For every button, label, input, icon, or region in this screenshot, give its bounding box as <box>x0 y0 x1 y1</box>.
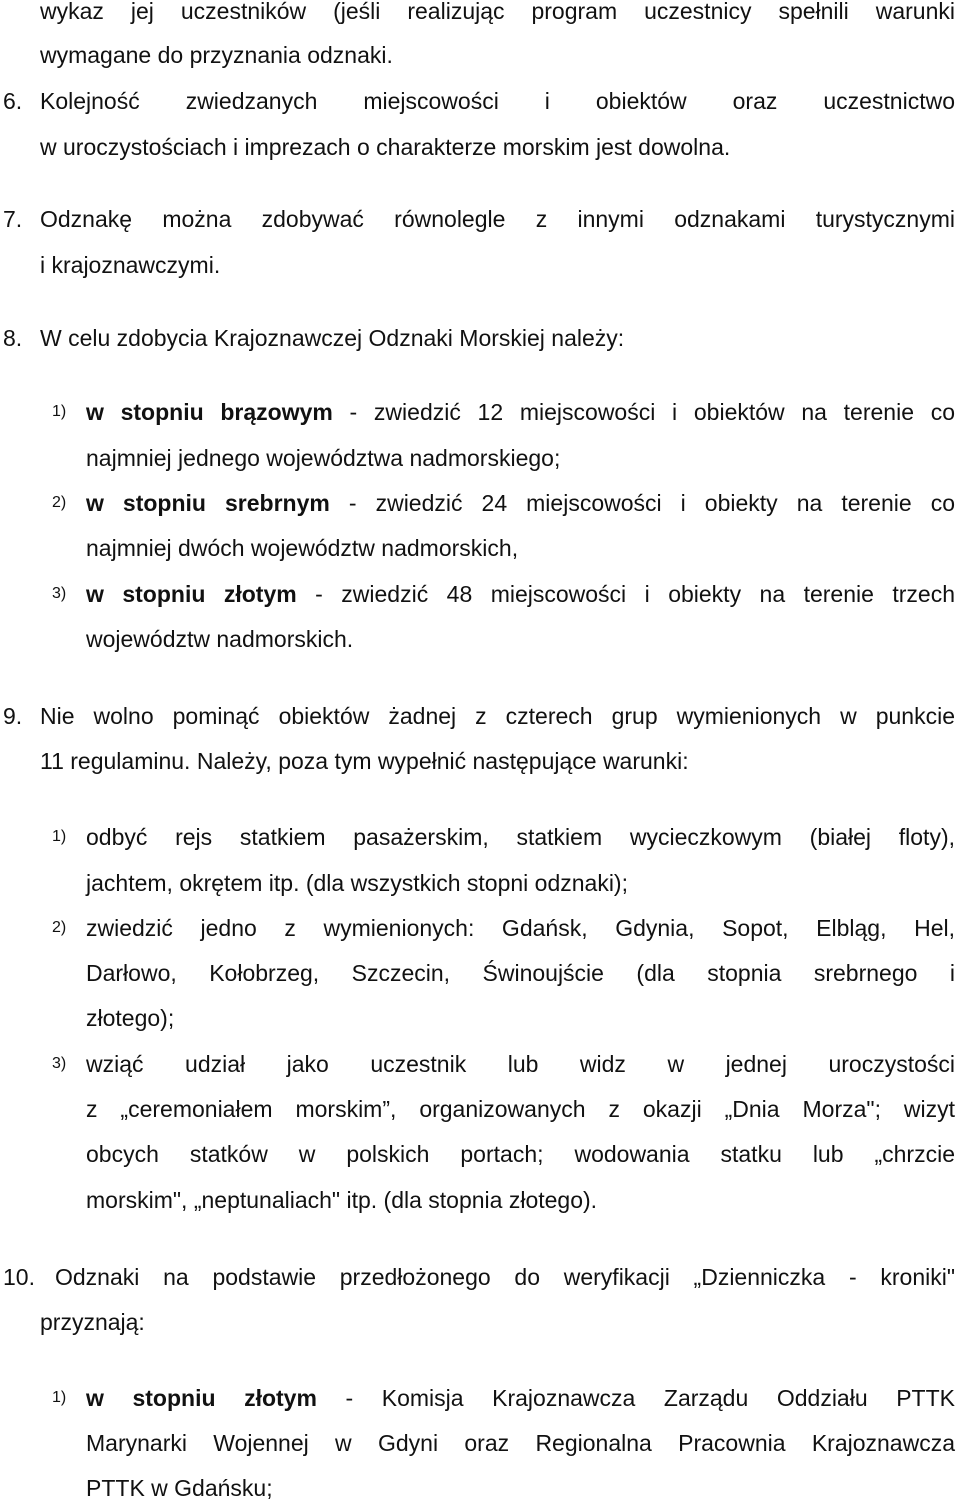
sublist-line: odbyć rejs statkiem pasażerskim, statkiem wycieczkowym (białej floty), <box>86 824 955 850</box>
paragraph-line: i krajoznawczymi. <box>40 252 221 278</box>
bold-text: w stopniu złotym <box>86 1385 317 1411</box>
sublist-line: z „ceremoniałem morskim”, organizowanych z okazji „Dnia Morza"; wizyt <box>86 1096 955 1122</box>
paragraph-line: wykaz jej uczestników (jeśli realizując program uczestnicy spełnili warunki <box>40 0 955 24</box>
text: - zwiedzić 24 miejscowości i obiekty na terenie co <box>329 490 955 516</box>
text: - zwiedzić 48 miejscowości i obiekty na terenie trzech <box>296 581 955 607</box>
bold-text: w stopniu brązowym <box>86 399 333 425</box>
sublist-line: wziąć udział jako uczestnik lub widz w jednej uroczystości <box>86 1051 955 1077</box>
sublist-line: złotego); <box>86 1005 175 1031</box>
sublist-number: 1) <box>52 1389 67 1406</box>
sublist-number: 3) <box>52 585 67 602</box>
sublist-line: PTTK w Gdańsku; <box>86 1475 273 1501</box>
paragraph-line: Kolejność zwiedzanych miejscowości i obiektów oraz uczestnictwo <box>40 88 955 114</box>
sublist-line: morskim", „neptunaliach" itp. (dla stopnia złotego). <box>86 1187 598 1213</box>
sublist-line: najmniej dwóch województw nadmorskich, <box>86 535 519 561</box>
list-number: 10. <box>3 1264 35 1290</box>
sublist-line <box>86 1383 955 1413</box>
sublist-line: najmniej jednego województwa nadmorskiego; <box>86 445 561 471</box>
text: - zwiedzić 12 miejscowości i obiektów na terenie co <box>332 399 955 425</box>
list-number: 6. <box>3 88 23 114</box>
sublist-line: zwiedzić jedno z wymienionych: Gdańsk, Gdynia, Sopot, Elbląg, Hel, <box>86 915 955 941</box>
sublist-number: 3) <box>52 1055 67 1072</box>
paragraph-line: 11 regulaminu. Należy, poza tym wypełnić następujące warunki: <box>40 748 689 774</box>
sublist-number: 1) <box>52 403 67 420</box>
paragraph-line: przyznają: <box>40 1309 145 1335</box>
paragraph-line: w uroczystościach i imprezach o charakterze morskim jest dowolna. <box>40 134 731 160</box>
list-number: 9. <box>3 703 23 729</box>
paragraph-line: Nie wolno pominąć obiektów żadnej z czterech grup wymienionych w punkcie <box>40 703 955 729</box>
sublist-number: 2) <box>52 494 67 511</box>
paragraph-line: wymagane do przyznania odznaki. <box>40 42 393 68</box>
list-number: 8. <box>3 325 23 351</box>
sublist-line: Marynarki Wojennej w Gdyni oraz Regionalna Pracownia Krajoznawcza <box>86 1430 955 1456</box>
bold-text: w stopniu złotym <box>86 581 297 607</box>
bold-text: w stopniu srebrnym <box>86 490 330 516</box>
sublist-line: Darłowo, Kołobrzeg, Szczecin, Świnoujście (dla stopnia srebrnego i <box>86 960 955 986</box>
sublist-line <box>86 397 955 427</box>
list-number: 7. <box>3 206 23 232</box>
sublist-line: obcych statków w polskich portach; wodowania statku lub „chrzcie <box>86 1141 955 1167</box>
sublist-number: 1) <box>52 828 67 845</box>
sublist-line: województw nadmorskich. <box>86 626 354 652</box>
paragraph-line: Odznakę można zdobywać równolegle z innymi odznakami turystycznymi <box>40 206 955 232</box>
paragraph-line: W celu zdobycia Krajoznawczej Odznaki Morskiej należy: <box>40 325 625 351</box>
sublist-line <box>86 579 955 609</box>
text: - Komisja Krajoznawcza Zarządu Oddziału PTTK <box>316 1385 955 1411</box>
paragraph-line: Odznaki na podstawie przedłożonego do weryfikacji „Dzienniczka - kroniki" <box>55 1264 955 1290</box>
sublist-number: 2) <box>52 919 67 936</box>
sublist-line: jachtem, okrętem itp. (dla wszystkich stopni odznaki); <box>86 870 628 896</box>
sublist-line <box>86 488 955 518</box>
